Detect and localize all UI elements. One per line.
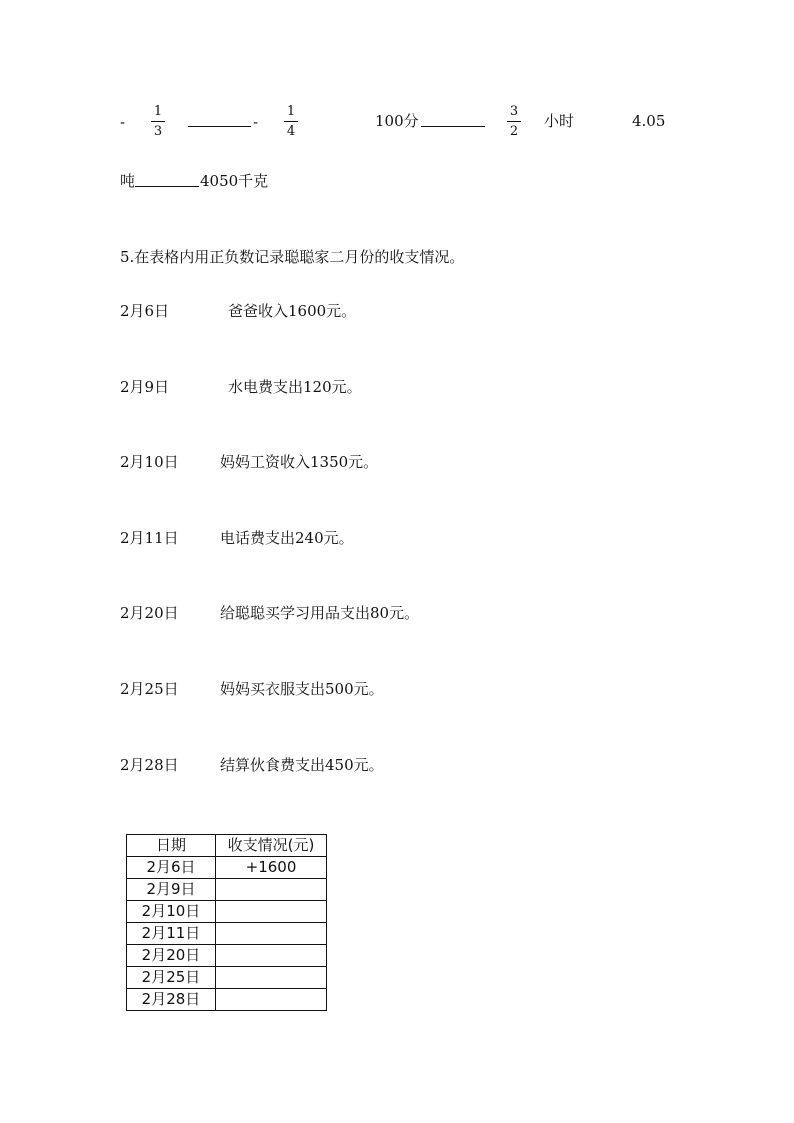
tons-value: 4.05: [632, 112, 666, 130]
table-row: [127, 901, 327, 923]
table-row: [127, 945, 327, 967]
amount-cell[interactable]: [216, 879, 327, 901]
hour-unit: 小时: [544, 112, 575, 130]
entry-description: 妈妈买衣服支出500元。: [220, 680, 384, 698]
date-cell: 2月10日: [127, 901, 216, 923]
entry-date: 2月25日: [120, 680, 179, 698]
answer-blank-2[interactable]: [421, 114, 485, 127]
table-row: [127, 857, 327, 879]
date-cell: 2月20日: [127, 945, 216, 967]
date-cell: 2月25日: [127, 967, 216, 989]
entry-description: 电话费支出240元。: [220, 529, 354, 547]
amount-cell[interactable]: [216, 923, 327, 945]
minus-sign-1: -: [120, 113, 126, 131]
column-header-amount: 收支情况(元): [216, 835, 327, 857]
entry-date: 2月10日: [120, 453, 179, 471]
date-cell: 2月28日: [127, 989, 216, 1011]
entry-date: 2月6日: [120, 302, 170, 320]
entry-date: 2月28日: [120, 756, 179, 774]
table-row: [127, 923, 327, 945]
fraction-denominator: 2: [509, 124, 519, 139]
fraction-numerator: 1: [153, 104, 163, 119]
fraction-numerator: 1: [286, 104, 296, 119]
ton-unit: 吨: [120, 172, 136, 190]
table-header-row: [127, 835, 327, 857]
entry-description: 妈妈工资收入1350元。: [220, 453, 379, 471]
column-header-date: 日期: [127, 835, 216, 857]
fraction-one-quarter: [284, 105, 298, 138]
fraction-three-halves: [507, 105, 521, 138]
amount-cell[interactable]: [216, 967, 327, 989]
entry-description: 结算伙食费支出450元。: [220, 756, 384, 774]
minutes-value: 100分: [375, 112, 419, 130]
fraction-denominator: 4: [286, 124, 296, 139]
income-expense-table: [126, 834, 327, 1011]
table-row: [127, 989, 327, 1011]
entry-date: 2月11日: [120, 529, 179, 547]
entry-date: 2月20日: [120, 604, 179, 622]
amount-cell[interactable]: [216, 901, 327, 923]
entry-description: 爸爸收入1600元。: [228, 302, 357, 320]
fraction-one-third: [151, 105, 165, 138]
table-row: [127, 879, 327, 901]
table-row: [127, 967, 327, 989]
amount-cell: +1600: [216, 857, 327, 879]
answer-blank-3[interactable]: [135, 174, 199, 187]
entry-description: 给聪聪买学习用品支出80元。: [220, 604, 420, 622]
fraction-bar: [284, 121, 298, 122]
answer-blank-1[interactable]: [188, 114, 251, 127]
fraction-denominator: 3: [153, 124, 163, 139]
minus-sign-2: -: [253, 113, 259, 131]
amount-cell[interactable]: [216, 989, 327, 1011]
date-cell: 2月11日: [127, 923, 216, 945]
amount-cell[interactable]: [216, 945, 327, 967]
date-cell: 2月9日: [127, 879, 216, 901]
entry-description: 水电费支出120元。: [228, 378, 362, 396]
date-cell: 2月6日: [127, 857, 216, 879]
fraction-bar: [151, 121, 165, 122]
fraction-bar: [507, 121, 521, 122]
kilograms-value: 4050千克: [200, 172, 269, 190]
fraction-numerator: 3: [509, 104, 519, 119]
question-title: 5.在表格内用正负数记录聪聪家二月份的收支情况。: [120, 248, 465, 266]
entry-date: 2月9日: [120, 378, 170, 396]
